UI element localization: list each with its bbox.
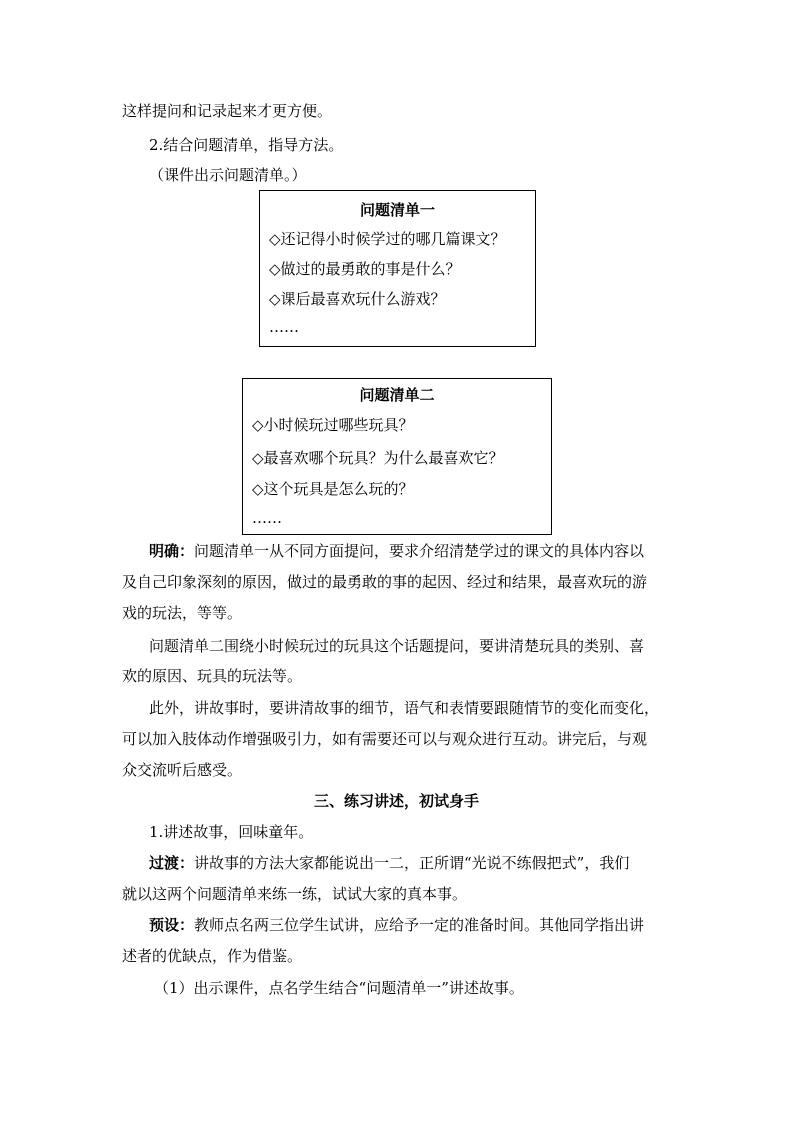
- list-item: ◇课后最喜欢玩什么游戏？: [269, 290, 446, 308]
- question-list-1: [259, 190, 536, 347]
- list-item: ◇小时候玩过哪些玩具？: [252, 416, 414, 434]
- courseware-note: （课件出示问题清单。）: [149, 166, 307, 184]
- list2-para-line-2: 欢的原因、玩具的玩法等。: [122, 667, 303, 685]
- clarify-line-1: [149, 541, 644, 561]
- besides-para-line-1: 此外，讲故事时，要讲清故事的细节，语气和表情要跟随情节的变化而变化，: [149, 699, 660, 717]
- clarify-text: 问题清单一从不同方面提问，要求介绍清楚学过的课文的具体内容以: [194, 542, 645, 560]
- list-item: ◇最喜欢哪个玩具？为什么最喜欢它？: [252, 449, 504, 467]
- preset-line-2: 述者的优缺点，作为借鉴。: [122, 947, 303, 965]
- sub-step-1: （1）出示课件，点名学生结合“问题清单一”讲述故事。: [154, 979, 524, 997]
- step-1: 1.讲述故事，回味童年。: [149, 823, 314, 841]
- preset-label: 预设：: [149, 916, 195, 934]
- question-list-2-title: 问题清单二: [359, 386, 435, 404]
- list-item: ◇做过的最勇敢的事是什么？: [269, 260, 461, 278]
- list2-para-line-1: 问题清单二围绕小时候玩过的玩具这个话题提问，要讲清楚玩具的类别、喜: [149, 637, 645, 655]
- list-item: ◇这个玩具是怎么玩的？: [252, 480, 414, 498]
- transition-line-2: 就以这两个问题清单来练一练，试试大家的真本事。: [122, 885, 468, 903]
- section-3-heading: 三、练习讲述，初试身手: [313, 792, 479, 810]
- list-item: ◇还记得小时候学过的哪几篇课文？: [269, 230, 506, 248]
- clarify-line-2: 及自己印象深刻的原因，做过的最勇敢的事的起因、经过和结果，最喜欢玩的游: [122, 573, 648, 591]
- clarify-label: 明确：: [149, 542, 195, 560]
- preset-text: 教师点名两三位学生试讲，应给予一定的准备时间。其他同学指出讲: [194, 916, 645, 934]
- list-item: ……: [269, 318, 299, 336]
- question-list-1-title: 问题清单一: [359, 201, 435, 219]
- transition-line-1: [149, 853, 629, 873]
- transition-label: 过渡：: [149, 854, 195, 872]
- besides-para-line-3: 众交流听后感受。: [122, 761, 243, 779]
- step-2: 2.结合问题清单，指导方法。: [149, 136, 344, 154]
- preset-line-1: [149, 915, 644, 935]
- transition-text: 讲故事的方法大家都能说出一二，正所谓“光说不练假把式”，我们: [194, 854, 630, 872]
- question-list-2: [242, 378, 552, 535]
- list-item: ……: [252, 509, 282, 527]
- besides-para-line-2: 可以加入肢体动作增强吸引力，如有需要还可以与观众进行互动。讲完后，与观: [122, 730, 648, 748]
- clarify-line-3: 戏的玩法，等等。: [122, 604, 243, 622]
- intro-line: 这样提问和记录起来才更方便。: [122, 102, 333, 120]
